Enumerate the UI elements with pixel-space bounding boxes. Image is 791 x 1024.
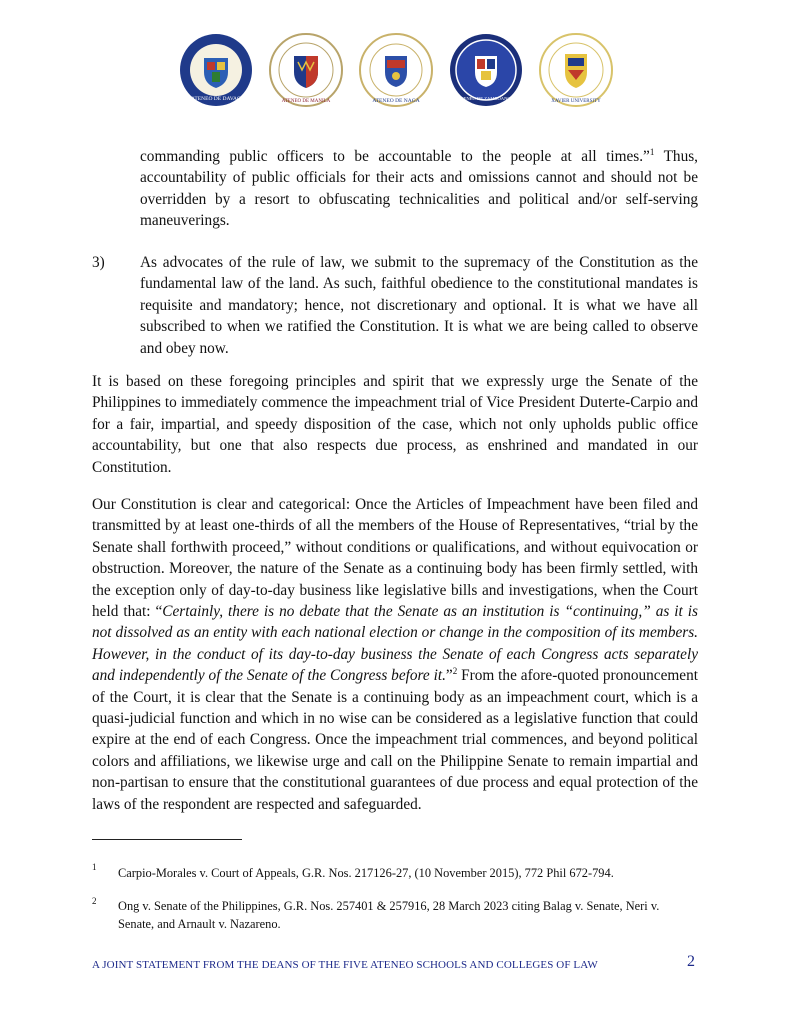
xavier-university-seal <box>538 32 614 108</box>
continued-paragraph <box>140 146 698 232</box>
footnote-ref-2[interactable]: 2 <box>452 666 458 677</box>
continued-paragraph-text: commanding public officers to be accountable to the people at all times.” <box>140 148 650 165</box>
page-number: 2 <box>687 953 695 970</box>
ateneo-de-zamboanga-seal <box>448 32 524 108</box>
continued-paragraph-rest: Thus, accountability of public officials for their acts and omissions cannot and should not be overridden by a resort to obfuscating technicalities and political and/or self-serving maneuverings. <box>140 148 698 230</box>
footnote-ref-1[interactable]: 1 <box>649 146 655 157</box>
svg-text:ATENEO DE ZAMBOANGA: ATENEO DE ZAMBOANGA <box>457 96 514 101</box>
ateneo-de-manila-seal <box>268 32 344 108</box>
footnote-divider <box>92 839 242 840</box>
svg-text:ATENEO DE NAGA: ATENEO DE NAGA <box>371 98 420 104</box>
item-3-number: 3) <box>92 254 105 271</box>
footnote-2-text: Ong v. Senate of the Philippines, G.R. Nos. 257401 & 257916, 28 March 2023 citing Balag v. Senate, Neri v. Senate, and Arnault v. Nazareno. <box>118 899 660 931</box>
ateneo-de-davao-seal <box>178 32 254 108</box>
svg-text:ATENEO DE MANILA: ATENEO DE MANILA <box>281 99 330 104</box>
item-3-text: As advocates of the rule of law, we submit to the supremacy of the Constitution as the fundamental law of the land. As such, faithful obedience to the constitutional mandates is requisite and mandatory; hence, not discretionary and optional. It is what we have all subscribed to when we ratified the Constitution. It is what we are being called to observe and obey now. <box>140 254 698 357</box>
urge-paragraph: It is based on these foregoing principles and spirit that we expressly urge the Senate of the Philippines to immediately commence the impeachment trial of Vice President Duterte-Carpio and for a fair, impartial, and speedy disposition of the case, which not only upholds public office accountability, but one that also respects due process, as enshrined and mandated in our Constitution. <box>92 373 698 476</box>
footnote-2-number: 2 <box>92 896 97 906</box>
constitution-paragraph-rest: From the afore-quoted pronouncement of the Court, it is clear that the Senate is a continuing body as an impeachment court, which is a quasi-judicial function and which in no wise can be considered as a legislative function that could expire at the end of each Congress. Once the impeachment trial commences, and beyond political colors and affiliations, we likewise urge and call on the Philippine Senate to remain impartial and non-partisan to ensure that the constitutional guarantees of due process and equal protection of the laws of the respondent are respected and safeguarded. <box>92 667 698 813</box>
court-quote: Certainly, there is no debate that the Senate as an institution is “continuing,” as it is not dissolved as an entity with each national election or change in the composition of its members. However, in the conduct of its day-to-day business the Senate of each Congress acts separately and independently of the Senate of the Congress before it. <box>92 603 698 685</box>
court-quote-close: ” <box>445 667 453 685</box>
page-footer-title: A JOINT STATEMENT FROM THE DEANS OF THE FIVE ATENEO SCHOOLS AND COLLEGES OF LAW <box>92 959 598 971</box>
svg-text:XAVIER UNIVERSITY: XAVIER UNIVERSITY <box>550 99 601 104</box>
svg-text:ATENEO DE DAVAO: ATENEO DE DAVAO <box>190 96 241 102</box>
footnote-1-number: 1 <box>92 862 97 872</box>
university-seals-header <box>0 32 791 116</box>
constitution-paragraph <box>92 494 698 815</box>
ateneo-de-naga-seal <box>358 32 434 108</box>
constitution-paragraph-lead: Our Constitution is clear and categorical: Once the Articles of Impeachment have been filed and transmitted by at least one-thirds of all the members of the House of Representatives, “trial by the Senate shall forthwith proceed,” without conditions or qualifications, and without equivocation or obstruction. Moreover, the nature of the Senate as a continuing body has been firmly settled, with the exception only of day-to-day business like legislative bills and investigations, when the Court held that: “ <box>92 496 698 621</box>
footnote-1-text: Carpio-Morales v. Court of Appeals, G.R. Nos. 217126-27, (10 November 2015), 772 Phil 672-794. <box>118 866 614 880</box>
